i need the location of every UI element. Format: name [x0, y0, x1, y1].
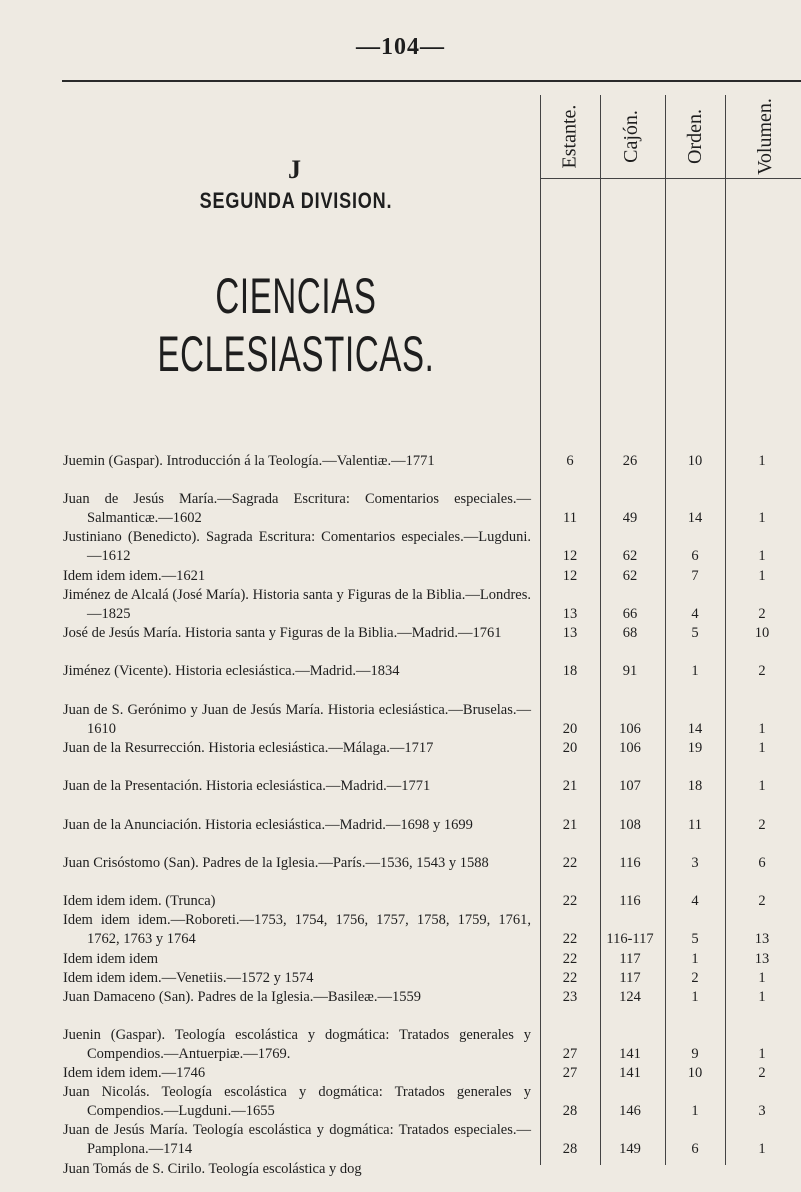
entry-volumen: 2	[758, 1065, 766, 1081]
entry-estante: 6	[566, 453, 574, 469]
entry-text: Juan de Jesús María.—Sagrada Escritura: Comentarios especiales.—Salmanticæ.—1602	[63, 491, 531, 527]
entry-cajon: 106	[619, 740, 641, 756]
entry-orden: 14	[687, 510, 703, 527]
entry-estante: 20	[562, 740, 578, 756]
entry-text: Juan Crisóstomo (San). Padres de la Iglesia.—París.—1536, 1543 y 1588	[63, 855, 489, 871]
entry-orden: 5	[691, 931, 699, 948]
entry-text: Idem idem idem	[63, 951, 159, 967]
entry-orden: 4	[691, 893, 699, 909]
entry-estante: 22	[562, 931, 578, 948]
entry-cajon: 66	[622, 606, 638, 623]
entry-cajon: 117	[619, 951, 641, 967]
entry-estante: 21	[562, 778, 578, 794]
entry-orden: 19	[687, 740, 703, 756]
entry-text: Jiménez (Vicente). Historia eclesiástica.—Madrid.—1834	[63, 663, 400, 679]
entry-text: Justiniano (Benedicto). Sagrada Escritura: Comentarios especiales.—Lugduni.—1612	[63, 529, 531, 565]
entry-cajon: 116	[619, 893, 641, 909]
entry-volumen: 1	[758, 740, 766, 756]
entry-volumen: 1	[758, 989, 766, 1005]
entry-text: Juenin (Gaspar). Teología escolástica y dogmática: Tratados generales y Compendios.—Antuerpiæ.—1769.	[63, 1027, 531, 1063]
entry-orden: 1	[691, 1103, 699, 1120]
entry-text: Juan de S. Gerónimo y Juan de Jesús María. Historia eclesiástica.—Bruselas.—1610	[63, 702, 531, 738]
entry-text: Idem idem idem. (Trunca)	[63, 893, 216, 909]
entry-cajon: 124	[619, 989, 641, 1005]
entry-orden: 10	[687, 1065, 703, 1081]
entry-volumen: 1	[758, 510, 766, 527]
entry-estante: 22	[562, 951, 578, 967]
entry-volumen: 1	[758, 568, 766, 584]
entry-estante: 22	[562, 970, 578, 986]
entry-volumen: 2	[758, 893, 766, 909]
entry-cajon: 116-117	[606, 931, 654, 948]
entry-estante: 22	[562, 855, 578, 871]
header-rule	[540, 178, 801, 179]
entry-volumen: 1	[758, 453, 766, 469]
column-header-cajon: Cajón.	[619, 109, 642, 163]
entry-estante: 23	[562, 989, 578, 1005]
entry-orden: 10	[687, 453, 703, 469]
top-rule	[62, 80, 801, 82]
entry-estante: 12	[562, 548, 578, 565]
entry-volumen: 13	[754, 931, 770, 948]
entry-cajon: 26	[622, 453, 638, 469]
entry-estante: 20	[562, 721, 578, 738]
entry-estante: 11	[563, 510, 577, 527]
entry-estante: 27	[562, 1046, 578, 1063]
entry-cajon: 141	[619, 1046, 641, 1063]
entry-cajon: 62	[622, 548, 638, 565]
entry-cajon: 116	[619, 855, 641, 871]
entry-cajon: 91	[622, 663, 638, 679]
entry-volumen: 1	[758, 1141, 766, 1158]
entry-text: Juan de la Presentación. Historia eclesiástica.—Madrid.—1771	[63, 778, 431, 794]
column-header-estante: Estante.	[558, 104, 581, 168]
entry-volumen: 1	[758, 970, 766, 986]
entry-orden: 6	[691, 548, 699, 565]
entry-volumen: 6	[758, 855, 766, 871]
entry-text: Juan de la Anunciación. Historia eclesiástica.—Madrid.—1698 y 1699	[63, 817, 473, 833]
entry-text: José de Jesús María. Historia santa y Figuras de la Biblia.—Madrid.—1761	[63, 625, 502, 641]
initial-letter: J	[288, 155, 301, 184]
entry-cajon: 68	[622, 625, 638, 641]
entry-estante: 27	[562, 1065, 578, 1081]
entry-volumen: 1	[758, 548, 766, 565]
entry-orden: 5	[691, 625, 699, 641]
entry-text: Juan de la Resurrección. Historia eclesiástica.—Málaga.—1717	[63, 740, 434, 756]
entry-orden: 3	[691, 855, 699, 871]
entry-estante: 12	[562, 568, 578, 584]
entry-estante: 13	[562, 606, 578, 623]
entry-cajon: 146	[619, 1103, 641, 1120]
entry-orden: 4	[691, 606, 699, 623]
entry-estante: 28	[562, 1103, 578, 1120]
entry-text: Juan Nicolás. Teología escolástica y dogmática: Tratados generales y Compendios.—Lugduni.—1655	[63, 1084, 531, 1120]
entry-cajon: 117	[619, 970, 641, 986]
entry-text: Jiménez de Alcalá (José María). Historia santa y Figuras de la Biblia.—Londres.—1825	[63, 587, 531, 623]
entry-text: Juan de Jesús María. Teología escolástica y dogmática: Tratados especiales.—Pamplona.—1714	[63, 1122, 531, 1158]
entry-volumen: 13	[754, 951, 770, 967]
entry-text: Juan Tomás de S. Cirilo. Teología escolástica y dog	[63, 1161, 362, 1177]
entry-estante: 28	[562, 1141, 578, 1158]
section-title: SEGUNDA DIVISION.	[199, 188, 393, 213]
entry-text: Juemin (Gaspar). Introducción á la Teología.—Valentiæ.—1771	[63, 453, 435, 469]
entry-cajon: 149	[619, 1141, 641, 1158]
entry-cajon: 107	[619, 778, 641, 794]
entry-volumen: 1	[758, 721, 766, 738]
page-number: —104—	[356, 34, 445, 60]
column-header-volumen: Volumen.	[753, 97, 776, 175]
entry-volumen: 2	[758, 606, 766, 623]
entry-text: Idem idem idem.—Roboreti.—1753, 1754, 1756, 1757, 1758, 1759, 1761, 1762, 1763 y 1764	[63, 912, 531, 948]
entry-cajon: 106	[619, 721, 641, 738]
column-header-orden: Orden.	[683, 108, 706, 164]
entry-text: Idem idem idem.—Venetiis.—1572 y 1574	[63, 970, 314, 986]
entry-orden: 9	[691, 1046, 699, 1063]
entry-text: Idem idem idem.—1621	[63, 568, 206, 584]
entry-volumen: 2	[758, 817, 766, 833]
entry-orden: 1	[691, 989, 699, 1005]
entry-cajon: 49	[622, 510, 638, 527]
column-divider	[725, 95, 726, 1165]
entry-estante: 21	[562, 817, 578, 833]
entry-text: Juan Damaceno (San). Padres de la Iglesia.—Basileæ.—1559	[63, 989, 421, 1005]
entry-orden: 6	[691, 1141, 699, 1158]
entry-estante: 22	[562, 893, 578, 909]
entry-cajon: 141	[619, 1065, 641, 1081]
entry-orden: 2	[691, 970, 699, 986]
entry-cajon: 62	[622, 568, 638, 584]
entry-volumen: 1	[758, 778, 766, 794]
entry-volumen: 3	[758, 1103, 766, 1120]
entry-orden: 1	[691, 951, 699, 967]
entry-text: Idem idem idem.—1746	[63, 1065, 206, 1081]
entry-orden: 1	[691, 663, 699, 679]
entry-volumen: 1	[758, 1046, 766, 1063]
entry-cajon: 108	[619, 817, 641, 833]
entry-orden: 18	[687, 778, 703, 794]
entry-orden: 11	[688, 817, 702, 833]
entry-orden: 7	[691, 568, 699, 584]
main-title: CIENCIAS ECLESIASTICAS.	[157, 268, 435, 382]
entry-estante: 13	[562, 625, 578, 641]
entry-volumen: 2	[758, 663, 766, 679]
entry-orden: 14	[687, 721, 703, 738]
entry-volumen: 10	[754, 625, 770, 641]
entry-estante: 18	[562, 663, 578, 679]
